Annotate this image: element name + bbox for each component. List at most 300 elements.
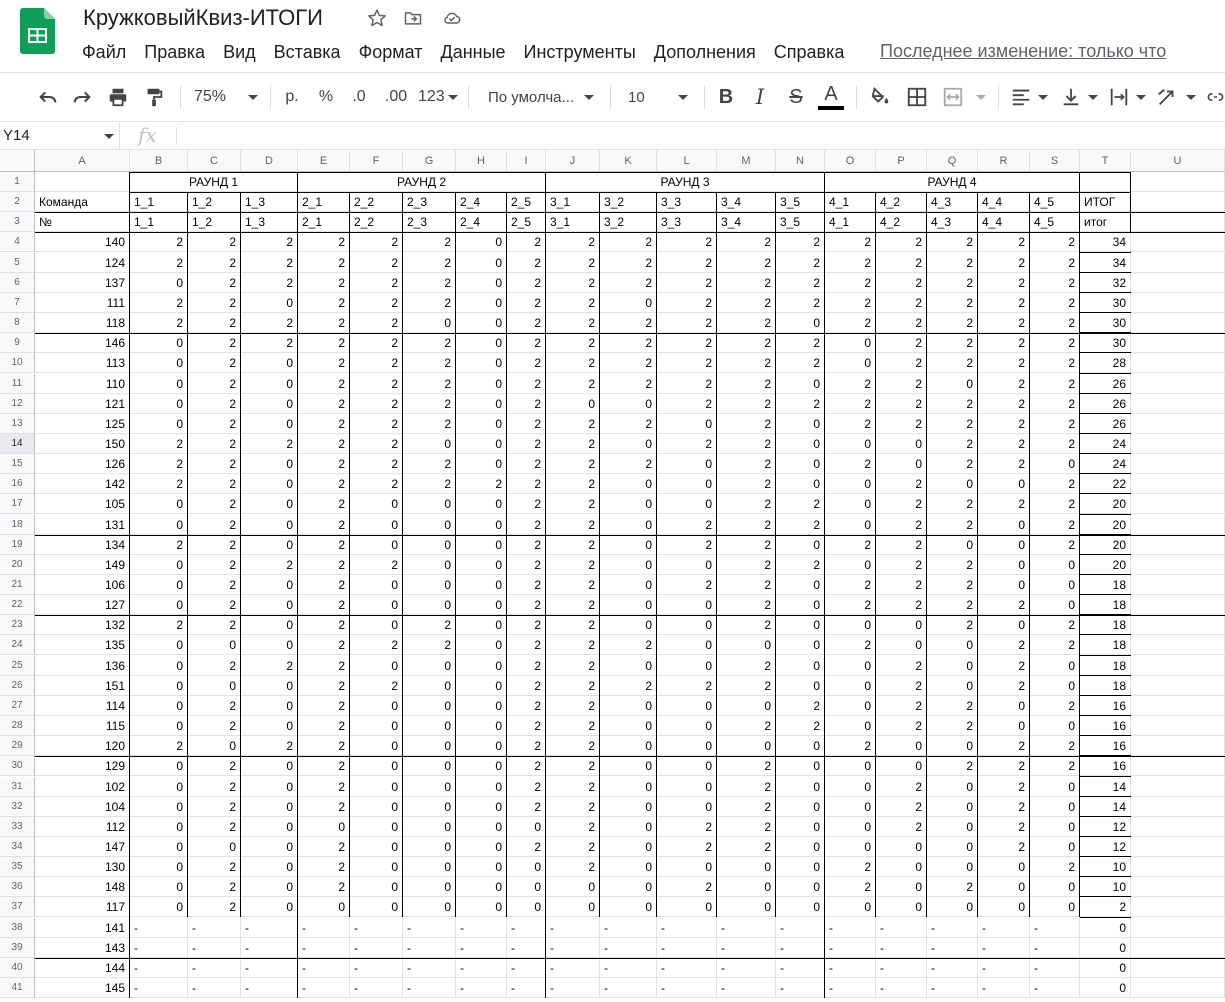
team-number[interactable]: 124 (35, 253, 130, 273)
score-cell[interactable]: 0 (241, 474, 298, 494)
score-cell[interactable]: 2 (978, 353, 1030, 373)
score-cell[interactable]: 2 (717, 595, 776, 615)
cell[interactable] (1131, 595, 1225, 615)
score-cell[interactable]: 0 (876, 736, 927, 756)
score-cell[interactable]: 0 (456, 857, 507, 877)
score-cell[interactable]: 0 (507, 897, 546, 917)
score-cell[interactable]: - (130, 938, 188, 958)
score-cell[interactable]: 2 (546, 777, 600, 797)
score-cell[interactable]: 2 (927, 877, 978, 897)
score-cell[interactable]: - (600, 958, 657, 978)
score-cell[interactable]: 2 (298, 253, 350, 273)
score-cell[interactable]: 0 (825, 353, 876, 373)
total-cell[interactable]: 2 (1080, 897, 1131, 917)
score-cell[interactable]: - (978, 978, 1030, 998)
score-cell[interactable]: 0 (456, 313, 507, 333)
score-cell[interactable]: 0 (350, 515, 403, 535)
score-cell[interactable]: 0 (600, 736, 657, 756)
score-cell[interactable]: 2 (403, 253, 456, 273)
font-size-select[interactable] (620, 81, 696, 113)
score-cell[interactable]: 2 (927, 434, 978, 454)
score-cell[interactable]: 0 (241, 676, 298, 696)
score-cell[interactable]: 0 (456, 333, 507, 353)
score-cell[interactable]: 2 (876, 353, 927, 373)
score-cell[interactable]: - (241, 978, 298, 998)
team-number[interactable]: 112 (35, 817, 130, 837)
italic-button[interactable]: I (755, 85, 765, 109)
row-header[interactable]: 40 (0, 958, 35, 978)
score-cell[interactable]: 2 (130, 474, 188, 494)
score-cell[interactable]: 0 (130, 595, 188, 615)
column-header-s[interactable]: S (1030, 150, 1080, 172)
score-cell[interactable]: 0 (876, 877, 927, 897)
vertical-align-icon[interactable] (1058, 81, 1100, 113)
score-cell[interactable]: 2 (507, 535, 546, 555)
team-number[interactable]: 137 (35, 273, 130, 293)
score-cell[interactable]: 0 (241, 635, 298, 655)
score-cell[interactable]: - (1030, 958, 1080, 978)
score-cell[interactable]: 0 (241, 857, 298, 877)
score-cell[interactable]: 0 (600, 555, 657, 575)
team-number[interactable]: 110 (35, 374, 130, 394)
score-cell[interactable]: 2 (776, 293, 825, 313)
score-cell[interactable]: 0 (403, 656, 456, 676)
score-cell[interactable]: 2 (298, 515, 350, 535)
score-cell[interactable]: - (825, 958, 876, 978)
score-cell[interactable]: 2 (507, 454, 546, 474)
score-cell[interactable]: 2 (825, 293, 876, 313)
cell[interactable] (1131, 696, 1225, 716)
score-cell[interactable]: 0 (350, 595, 403, 615)
cell[interactable] (1131, 756, 1225, 776)
score-cell[interactable]: 2 (657, 333, 717, 353)
score-cell[interactable]: 2 (776, 353, 825, 373)
redo-icon[interactable] (68, 81, 96, 113)
team-number[interactable]: 114 (35, 696, 130, 716)
score-cell[interactable]: 0 (456, 273, 507, 293)
score-cell[interactable]: - (546, 918, 600, 938)
score-cell[interactable]: - (130, 978, 188, 998)
cell[interactable] (1131, 938, 1225, 958)
score-cell[interactable]: 0 (978, 857, 1030, 877)
menu-file[interactable]: Файл (82, 42, 127, 62)
score-cell[interactable]: 0 (130, 716, 188, 736)
score-cell[interactable]: 0 (657, 797, 717, 817)
score-cell[interactable]: 2 (298, 273, 350, 293)
cell[interactable] (1131, 958, 1225, 978)
score-cell[interactable]: 2 (1030, 494, 1080, 514)
round-title-2[interactable]: РАУНД 2 (298, 172, 546, 192)
score-cell[interactable]: 2 (657, 253, 717, 273)
score-cell[interactable]: 2 (825, 635, 876, 655)
score-cell[interactable]: 2 (188, 353, 241, 373)
score-cell[interactable]: 2 (978, 454, 1030, 474)
cell[interactable] (1131, 716, 1225, 736)
score-cell[interactable]: 2 (1030, 756, 1080, 776)
score-cell[interactable]: 2 (717, 615, 776, 635)
score-cell[interactable]: 0 (241, 615, 298, 635)
cell[interactable] (1131, 837, 1225, 857)
score-cell[interactable]: - (403, 938, 456, 958)
score-cell[interactable]: 2 (876, 595, 927, 615)
score-cell[interactable]: 0 (657, 494, 717, 514)
score-cell[interactable]: 0 (600, 817, 657, 837)
score-cell[interactable]: 2 (927, 414, 978, 434)
score-cell[interactable]: 2 (188, 313, 241, 333)
score-cell[interactable]: 2 (717, 374, 776, 394)
score-cell[interactable]: 2 (978, 434, 1030, 454)
question-header[interactable]: 3_2 (600, 192, 657, 212)
cell[interactable] (1131, 232, 1225, 252)
cell[interactable] (1131, 575, 1225, 595)
score-cell[interactable]: 0 (403, 777, 456, 797)
score-cell[interactable]: 2 (546, 454, 600, 474)
score-cell[interactable]: - (600, 938, 657, 958)
score-cell[interactable]: 2 (507, 595, 546, 615)
score-cell[interactable]: 2 (188, 454, 241, 474)
bold-button[interactable]: B (718, 85, 734, 108)
score-cell[interactable]: 0 (978, 716, 1030, 736)
score-cell[interactable]: 2 (776, 696, 825, 716)
score-cell[interactable]: 2 (927, 716, 978, 736)
score-cell[interactable]: 0 (456, 575, 507, 595)
score-cell[interactable]: 2 (507, 313, 546, 333)
score-cell[interactable]: - (403, 918, 456, 938)
score-cell[interactable]: 2 (188, 394, 241, 414)
score-cell[interactable]: 2 (298, 716, 350, 736)
total-cell[interactable]: 20 (1080, 494, 1131, 514)
score-cell[interactable]: 0 (188, 736, 241, 756)
undo-icon[interactable] (34, 81, 62, 113)
score-cell[interactable]: 0 (403, 696, 456, 716)
score-cell[interactable]: 2 (403, 454, 456, 474)
score-cell[interactable]: 0 (1030, 716, 1080, 736)
score-cell[interactable]: 2 (927, 232, 978, 252)
question-header[interactable]: 3_3 (657, 192, 717, 212)
score-cell[interactable]: 2 (298, 877, 350, 897)
score-cell[interactable]: 0 (876, 635, 927, 655)
row-header[interactable]: 11 (0, 374, 35, 394)
column-header-u[interactable]: U (1131, 150, 1225, 172)
question-header[interactable]: 2_1 (298, 192, 350, 212)
score-cell[interactable]: 0 (600, 575, 657, 595)
column-header-p[interactable]: P (876, 150, 927, 172)
score-cell[interactable]: 2 (507, 777, 546, 797)
score-cell[interactable]: 0 (456, 736, 507, 756)
question-header[interactable]: 1_2 (188, 192, 241, 212)
score-cell[interactable]: 2 (927, 575, 978, 595)
row-header[interactable]: 7 (0, 293, 35, 313)
cell[interactable] (1131, 797, 1225, 817)
total-cell[interactable]: 10 (1080, 877, 1131, 897)
score-cell[interactable]: 2 (825, 575, 876, 595)
score-cell[interactable]: 0 (298, 897, 350, 917)
score-cell[interactable]: 2 (978, 676, 1030, 696)
menu-edit[interactable]: Правка (144, 42, 206, 62)
score-cell[interactable]: 2 (978, 817, 1030, 837)
score-cell[interactable]: 0 (241, 454, 298, 474)
score-cell[interactable]: 2 (1030, 635, 1080, 655)
paint-format-icon[interactable] (140, 81, 168, 113)
score-cell[interactable]: 0 (241, 394, 298, 414)
cell[interactable] (1131, 434, 1225, 454)
score-cell[interactable]: 2 (188, 293, 241, 313)
score-cell[interactable]: 2 (657, 817, 717, 837)
score-cell[interactable]: 2 (546, 595, 600, 615)
row-header[interactable]: 33 (0, 817, 35, 837)
row-header[interactable]: 37 (0, 897, 35, 917)
question-subheader[interactable]: 4_4 (978, 212, 1030, 232)
score-cell[interactable]: 2 (657, 394, 717, 414)
cell[interactable] (1131, 374, 1225, 394)
score-cell[interactable]: 2 (546, 857, 600, 877)
score-cell[interactable]: 0 (776, 656, 825, 676)
score-cell[interactable]: 2 (776, 394, 825, 414)
score-cell[interactable]: 2 (657, 313, 717, 333)
score-cell[interactable]: 0 (350, 756, 403, 776)
score-cell[interactable]: 2 (403, 374, 456, 394)
score-cell[interactable]: - (876, 938, 927, 958)
score-cell[interactable]: 2 (657, 353, 717, 373)
total-cell[interactable]: 0 (1080, 978, 1131, 998)
score-cell[interactable]: - (456, 938, 507, 958)
score-cell[interactable]: 2 (776, 232, 825, 252)
question-subheader[interactable]: 1_3 (241, 212, 298, 232)
cell[interactable] (1131, 676, 1225, 696)
score-cell[interactable]: 2 (876, 313, 927, 333)
score-cell[interactable]: 0 (130, 494, 188, 514)
score-cell[interactable]: 2 (241, 555, 298, 575)
score-cell[interactable]: 2 (876, 414, 927, 434)
score-cell[interactable]: 0 (456, 293, 507, 313)
score-cell[interactable]: 2 (600, 635, 657, 655)
score-cell[interactable]: 0 (825, 797, 876, 817)
total-cell[interactable]: 34 (1080, 253, 1131, 273)
cell[interactable] (1131, 353, 1225, 373)
score-cell[interactable]: 2 (298, 434, 350, 454)
question-subheader[interactable]: 2_4 (456, 212, 507, 232)
score-cell[interactable]: 2 (298, 656, 350, 676)
score-cell[interactable]: 2 (507, 374, 546, 394)
score-cell[interactable]: 2 (350, 333, 403, 353)
score-cell[interactable]: 2 (876, 273, 927, 293)
team-number[interactable]: 120 (35, 736, 130, 756)
score-cell[interactable]: 2 (978, 756, 1030, 776)
score-cell[interactable]: 0 (657, 777, 717, 797)
score-cell[interactable]: 2 (600, 374, 657, 394)
score-cell[interactable]: - (350, 938, 403, 958)
text-color-button[interactable] (816, 81, 846, 113)
row-header[interactable]: 15 (0, 454, 35, 474)
score-cell[interactable]: - (717, 978, 776, 998)
score-cell[interactable]: 2 (1030, 253, 1080, 273)
score-cell[interactable]: 0 (350, 736, 403, 756)
total-cell[interactable]: 30 (1080, 333, 1131, 353)
score-cell[interactable]: 2 (507, 333, 546, 353)
score-cell[interactable]: 0 (130, 797, 188, 817)
cell[interactable] (1131, 333, 1225, 353)
score-cell[interactable]: 0 (456, 394, 507, 414)
score-cell[interactable]: 0 (456, 232, 507, 252)
score-cell[interactable]: 2 (717, 817, 776, 837)
number-column-label[interactable]: № (35, 212, 130, 232)
score-cell[interactable]: - (350, 958, 403, 978)
score-cell[interactable]: - (776, 958, 825, 978)
cell[interactable] (1131, 736, 1225, 756)
score-cell[interactable]: 0 (600, 777, 657, 797)
question-header[interactable]: 3_5 (776, 192, 825, 212)
score-cell[interactable]: 2 (298, 374, 350, 394)
score-cell[interactable]: 2 (717, 494, 776, 514)
score-cell[interactable]: 0 (600, 716, 657, 736)
score-cell[interactable]: 0 (241, 837, 298, 857)
score-cell[interactable]: - (507, 978, 546, 998)
score-cell[interactable]: 2 (876, 777, 927, 797)
score-cell[interactable]: 2 (507, 232, 546, 252)
score-cell[interactable]: 2 (298, 394, 350, 414)
score-cell[interactable]: 2 (876, 535, 927, 555)
question-subheader[interactable]: 4_1 (825, 212, 876, 232)
score-cell[interactable]: - (188, 978, 241, 998)
team-number[interactable]: 126 (35, 454, 130, 474)
score-cell[interactable]: 2 (507, 494, 546, 514)
score-cell[interactable]: 2 (876, 555, 927, 575)
score-cell[interactable]: 0 (350, 817, 403, 837)
score-cell[interactable]: 2 (978, 313, 1030, 333)
question-header[interactable]: 4_5 (1030, 192, 1080, 212)
score-cell[interactable]: 0 (978, 515, 1030, 535)
score-cell[interactable]: 0 (241, 414, 298, 434)
score-cell[interactable]: 2 (876, 817, 927, 837)
score-cell[interactable]: 0 (456, 756, 507, 776)
score-cell[interactable]: 0 (1030, 837, 1080, 857)
total-cell[interactable]: 20 (1080, 535, 1131, 555)
cell[interactable] (1131, 293, 1225, 313)
score-cell[interactable]: 2 (657, 535, 717, 555)
score-cell[interactable]: 2 (130, 313, 188, 333)
score-cell[interactable]: 0 (717, 696, 776, 716)
round-title-3[interactable]: РАУНД 3 (546, 172, 825, 192)
score-cell[interactable]: 2 (825, 414, 876, 434)
score-cell[interactable]: 2 (825, 595, 876, 615)
score-cell[interactable]: 2 (717, 293, 776, 313)
score-cell[interactable]: 2 (657, 232, 717, 252)
cell[interactable] (1131, 918, 1225, 938)
score-cell[interactable]: - (456, 978, 507, 998)
score-cell[interactable]: 0 (876, 897, 927, 917)
question-header[interactable]: ИТОГ (1080, 192, 1131, 212)
score-cell[interactable]: 2 (546, 756, 600, 776)
score-cell[interactable]: 2 (1030, 374, 1080, 394)
score-cell[interactable]: 0 (776, 474, 825, 494)
score-cell[interactable]: 2 (717, 716, 776, 736)
score-cell[interactable]: 2 (546, 494, 600, 514)
row-header[interactable]: 36 (0, 877, 35, 897)
score-cell[interactable]: 0 (350, 615, 403, 635)
percent-format-button[interactable]: % (318, 88, 334, 105)
total-cell[interactable]: 10 (1080, 857, 1131, 877)
score-cell[interactable]: 2 (507, 293, 546, 313)
cell[interactable] (1131, 615, 1225, 635)
score-cell[interactable]: 2 (350, 676, 403, 696)
score-cell[interactable]: 0 (130, 374, 188, 394)
score-cell[interactable]: 0 (776, 414, 825, 434)
score-cell[interactable]: 2 (507, 797, 546, 817)
score-cell[interactable]: 0 (350, 837, 403, 857)
question-subheader[interactable]: 3_5 (776, 212, 825, 232)
score-cell[interactable]: 2 (546, 635, 600, 655)
total-cell[interactable]: 16 (1080, 756, 1131, 776)
row-header[interactable]: 23 (0, 615, 35, 635)
score-cell[interactable]: 2 (717, 394, 776, 414)
score-cell[interactable]: 2 (298, 797, 350, 817)
score-cell[interactable]: 0 (350, 656, 403, 676)
score-cell[interactable]: 0 (927, 837, 978, 857)
score-cell[interactable]: 2 (876, 232, 927, 252)
question-subheader[interactable]: 2_1 (298, 212, 350, 232)
team-number[interactable]: 117 (35, 897, 130, 917)
row-header[interactable]: 17 (0, 494, 35, 514)
question-subheader[interactable]: 2_5 (507, 212, 546, 232)
score-cell[interactable]: 2 (717, 273, 776, 293)
score-cell[interactable]: 2 (546, 293, 600, 313)
column-header-j[interactable]: J (546, 150, 600, 172)
score-cell[interactable]: 0 (825, 756, 876, 776)
score-cell[interactable]: 2 (600, 273, 657, 293)
score-cell[interactable]: 0 (350, 696, 403, 716)
score-cell[interactable]: 0 (403, 857, 456, 877)
cell[interactable] (1131, 817, 1225, 837)
score-cell[interactable]: 2 (825, 273, 876, 293)
total-cell[interactable]: 30 (1080, 313, 1131, 333)
score-cell[interactable]: 2 (241, 273, 298, 293)
score-cell[interactable]: 0 (456, 353, 507, 373)
score-cell[interactable]: 0 (456, 635, 507, 655)
team-number[interactable]: 113 (35, 353, 130, 373)
score-cell[interactable]: 2 (507, 414, 546, 434)
score-cell[interactable]: 0 (403, 817, 456, 837)
score-cell[interactable]: 2 (298, 857, 350, 877)
score-cell[interactable]: 2 (403, 474, 456, 494)
score-cell[interactable]: 0 (241, 897, 298, 917)
score-cell[interactable]: 2 (298, 555, 350, 575)
row-header[interactable]: 38 (0, 918, 35, 938)
score-cell[interactable]: 0 (1030, 817, 1080, 837)
score-cell[interactable]: 2 (298, 615, 350, 635)
score-cell[interactable]: 0 (456, 797, 507, 817)
score-cell[interactable]: 2 (241, 736, 298, 756)
score-cell[interactable]: 2 (546, 676, 600, 696)
score-cell[interactable]: 2 (188, 615, 241, 635)
score-cell[interactable]: 2 (600, 414, 657, 434)
merge-cells-icon[interactable] (940, 81, 988, 113)
score-cell[interactable]: 2 (717, 454, 776, 474)
team-number[interactable]: 151 (35, 676, 130, 696)
score-cell[interactable]: - (876, 918, 927, 938)
row-header[interactable]: 20 (0, 555, 35, 575)
score-cell[interactable]: 0 (657, 615, 717, 635)
score-cell[interactable]: 0 (600, 696, 657, 716)
horizontal-align-icon[interactable] (1008, 81, 1050, 113)
score-cell[interactable]: 0 (825, 696, 876, 716)
score-cell[interactable]: 2 (546, 656, 600, 676)
score-cell[interactable]: 2 (507, 676, 546, 696)
team-number[interactable]: 131 (35, 515, 130, 535)
score-cell[interactable]: 0 (717, 736, 776, 756)
score-cell[interactable]: 2 (717, 676, 776, 696)
score-cell[interactable]: 2 (657, 434, 717, 454)
score-cell[interactable]: 2 (298, 232, 350, 252)
